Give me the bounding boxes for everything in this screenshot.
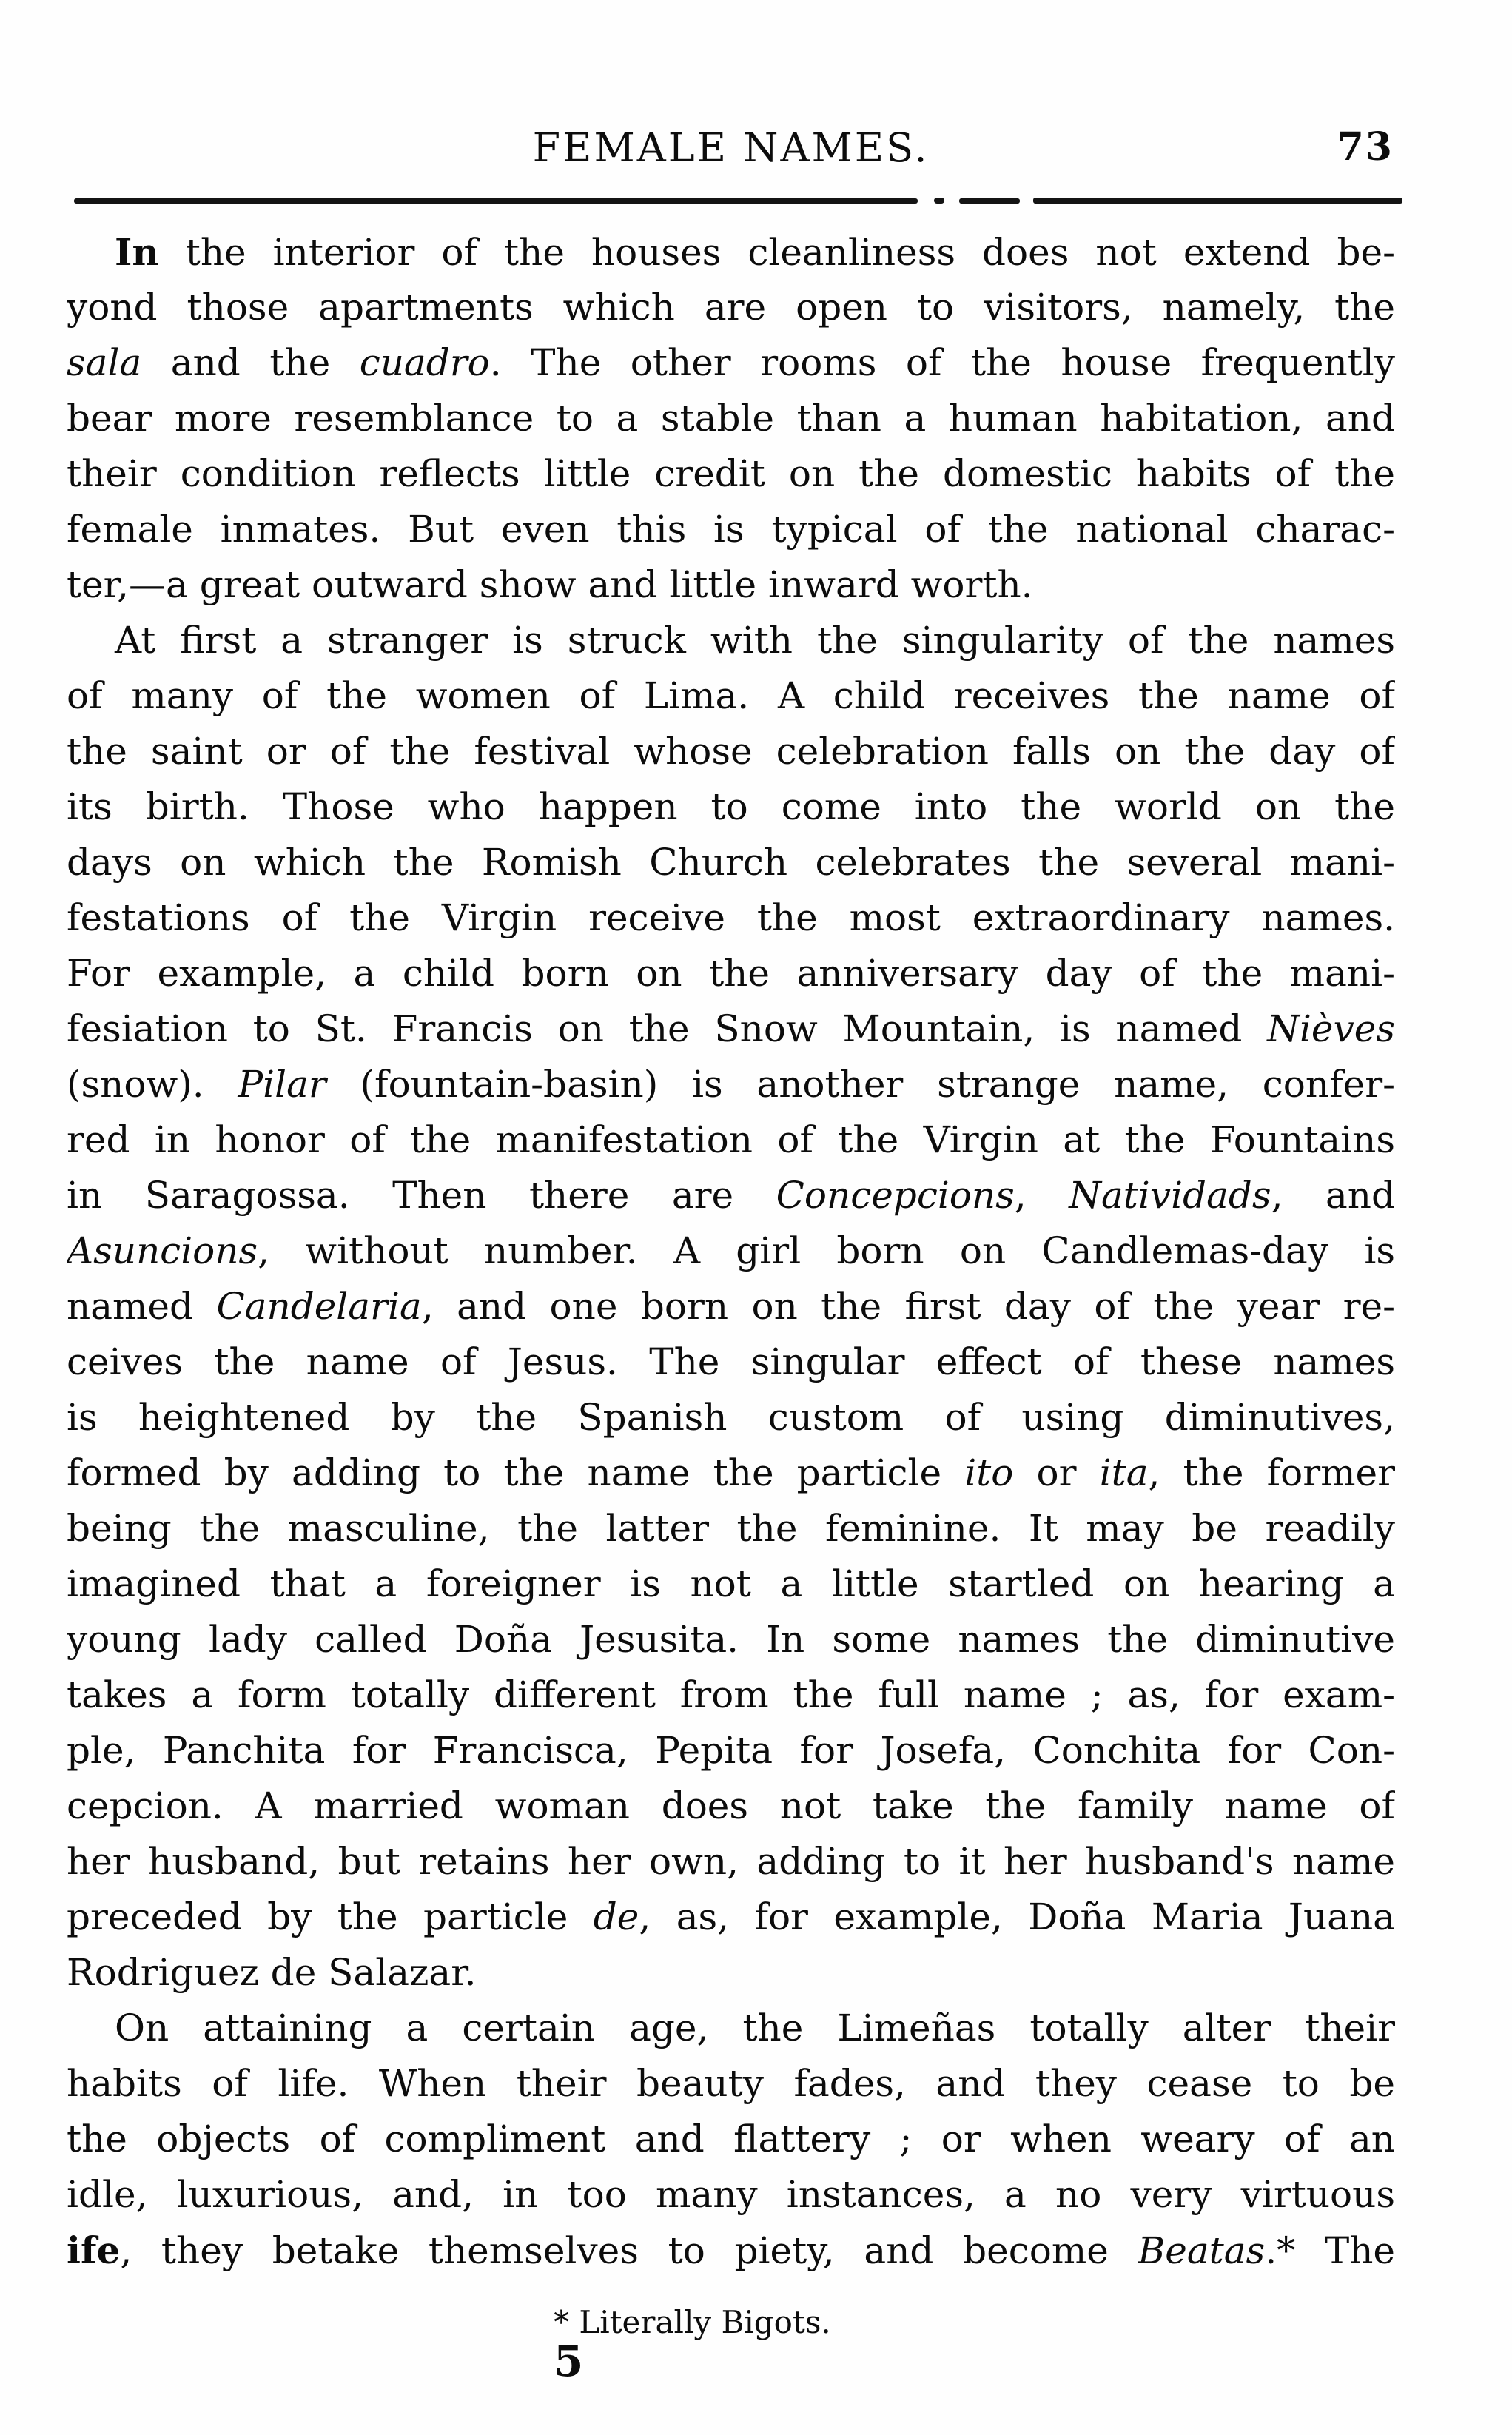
plain-text: being the masculine, the latter the feminine. It may be readily xyxy=(67,1507,1395,1550)
plain-text: her husband, but retains her own, adding to it her husband's name xyxy=(67,1840,1395,1883)
plain-text: At first a stranger is struck with the singularity of the names xyxy=(115,619,1395,662)
text-line xyxy=(67,557,1395,613)
plain-text: preceded by the particle xyxy=(67,1895,594,1938)
plain-text: .* The xyxy=(1265,2229,1395,2272)
plain-text: festations of the Virgin receive the most extraordinary names. xyxy=(67,896,1395,939)
text-line xyxy=(67,668,1395,724)
italic-text: ita xyxy=(1099,1451,1149,1494)
text-line xyxy=(67,1168,1395,1223)
text-line xyxy=(67,613,1395,668)
plain-text: fesiation to St. Francis on the Snow Mountain, is named xyxy=(67,1007,1268,1050)
plain-text: red in honor of the manifestation of the Virgin at the Fountains xyxy=(67,1118,1395,1161)
plain-text: On attaining a certain age, the Limeñas totally alter their xyxy=(115,2006,1395,2049)
plain-text: (fountain-basin) is another strange name, confer- xyxy=(326,1063,1395,1106)
footnote: * Literally Bigots. xyxy=(554,2304,831,2340)
text-line xyxy=(67,1445,1395,1501)
text-line xyxy=(67,1390,1395,1445)
rule-segment-right xyxy=(1033,198,1402,204)
bold-text: ife xyxy=(67,2229,121,2272)
italic-text: ito xyxy=(964,1451,1014,1494)
bold-text: In xyxy=(115,230,159,274)
italic-text: Pilar xyxy=(238,1063,326,1106)
plain-text: the interior of the houses cleanliness does not extend be- xyxy=(158,231,1395,274)
italic-text: Candelaria xyxy=(216,1285,422,1328)
italic-text: cuadro xyxy=(359,341,490,384)
rule-dash xyxy=(959,198,1020,204)
plain-text: its birth. Those who happen to come into the world on the xyxy=(67,785,1395,828)
text-line xyxy=(67,1112,1395,1168)
plain-text: their condition reflects little credit on the domestic habits of the xyxy=(67,452,1395,495)
italic-text: Asuncions xyxy=(67,1229,258,1272)
rule-dot xyxy=(934,198,944,204)
text-line xyxy=(67,1501,1395,1556)
text-line xyxy=(67,1723,1395,1779)
plain-text: (snow). xyxy=(67,1063,238,1106)
plain-text: ter,—a great outward show and little inward worth. xyxy=(67,563,1033,606)
text-line xyxy=(67,224,1395,280)
italic-text: Natividads xyxy=(1069,1174,1271,1217)
plain-text: habits of life. When their beauty fades, and they cease to be xyxy=(67,2062,1395,2105)
plain-text: young lady called Doña Jesusita. In some names the diminutive xyxy=(67,1618,1395,1661)
text-line xyxy=(67,1057,1395,1112)
text-line xyxy=(67,2056,1395,2112)
plain-text: ceives the name of Jesus. The singular effect of these names xyxy=(67,1340,1395,1383)
text-line xyxy=(67,1667,1395,1723)
plain-text: or xyxy=(1013,1451,1100,1494)
italic-text: de xyxy=(593,1895,639,1938)
text-line xyxy=(67,724,1395,779)
text-line xyxy=(67,2223,1395,2278)
plain-text: the objects of compliment and flattery ; or when weary of an xyxy=(67,2117,1395,2160)
plain-text: , the former xyxy=(1148,1451,1395,1494)
text-line xyxy=(67,1223,1395,1279)
plain-text: cepcion. A married woman does not take the family name of xyxy=(67,1784,1395,1827)
header-rule xyxy=(74,197,1402,204)
text-line xyxy=(67,1612,1395,1667)
plain-text: , they betake themselves to piety, and become xyxy=(120,2229,1138,2272)
rule-segment-left xyxy=(74,198,918,204)
italic-text: Nièves xyxy=(1267,1007,1395,1050)
plain-text: . The other rooms of the house frequently xyxy=(489,341,1395,384)
italic-text: sala xyxy=(67,341,142,384)
text-line xyxy=(67,1779,1395,1834)
plain-text: is heightened by the Spanish custom of using diminutives, xyxy=(67,1396,1395,1439)
plain-text: takes a form totally different from the full name ; as, for exam- xyxy=(67,1673,1395,1716)
plain-text: female inmates. But even this is typical of the national charac- xyxy=(67,508,1395,551)
plain-text: the saint or of the festival whose celebration falls on the day of xyxy=(67,730,1395,773)
running-title: FEMALE NAMES. xyxy=(532,124,930,171)
plain-text: ple, Panchita for Francisca, Pepita for Josefa, Conchita for Con- xyxy=(67,1729,1395,1772)
plain-text: , without number. A girl born on Candlemas-day is xyxy=(258,1229,1395,1272)
text-line xyxy=(67,2001,1395,2056)
text-line xyxy=(67,2112,1395,2167)
text-line xyxy=(67,502,1395,557)
text-line xyxy=(67,335,1395,391)
plain-text: idle, luxurious, and, in too many instances, a no very virtuous xyxy=(67,2173,1395,2216)
plain-text: of many of the women of Lima. A child receives the name of xyxy=(67,674,1395,717)
plain-text: bear more resemblance to a stable than a human habitation, and xyxy=(67,397,1395,440)
text-line xyxy=(67,2167,1395,2223)
plain-text: formed by adding to the name the particle xyxy=(67,1451,965,1494)
text-line xyxy=(67,1945,1395,2001)
plain-text: , as, for example, Doña Maria Juana xyxy=(639,1895,1395,1938)
signature-mark: 5 xyxy=(554,2336,584,2386)
text-line xyxy=(67,779,1395,835)
plain-text: , and one born on the first day of the year re- xyxy=(421,1285,1395,1328)
plain-text: imagined that a foreigner is not a little startled on hearing a xyxy=(67,1562,1395,1605)
text-line xyxy=(67,1334,1395,1390)
italic-text: Concepcions xyxy=(776,1174,1015,1217)
text-line xyxy=(67,280,1395,335)
plain-text: days on which the Romish Church celebrates the several mani- xyxy=(67,841,1395,884)
text-line xyxy=(67,835,1395,890)
plain-text: in Saragossa. Then there are xyxy=(67,1174,776,1217)
plain-text: and the xyxy=(141,341,360,384)
plain-text: For example, a child born on the anniversary day of the mani- xyxy=(67,952,1395,995)
text-line xyxy=(67,1556,1395,1612)
plain-text: Rodriguez de Salazar. xyxy=(67,1951,477,1994)
page-header xyxy=(67,124,1395,173)
text-line xyxy=(67,391,1395,446)
plain-text: , xyxy=(1014,1174,1069,1217)
text-line xyxy=(67,1890,1395,1945)
plain-text: , and xyxy=(1271,1174,1395,1217)
body-text xyxy=(67,224,1395,2278)
text-line xyxy=(67,446,1395,502)
page-number: 73 xyxy=(1337,124,1394,169)
text-line xyxy=(67,946,1395,1001)
plain-text: named xyxy=(67,1285,217,1328)
text-line xyxy=(67,1834,1395,1890)
plain-text: yond those apartments which are open to visitors, namely, the xyxy=(67,286,1395,329)
italic-text: Beatas xyxy=(1138,2229,1266,2272)
text-line xyxy=(67,1279,1395,1334)
text-line xyxy=(67,1001,1395,1057)
text-line xyxy=(67,890,1395,946)
